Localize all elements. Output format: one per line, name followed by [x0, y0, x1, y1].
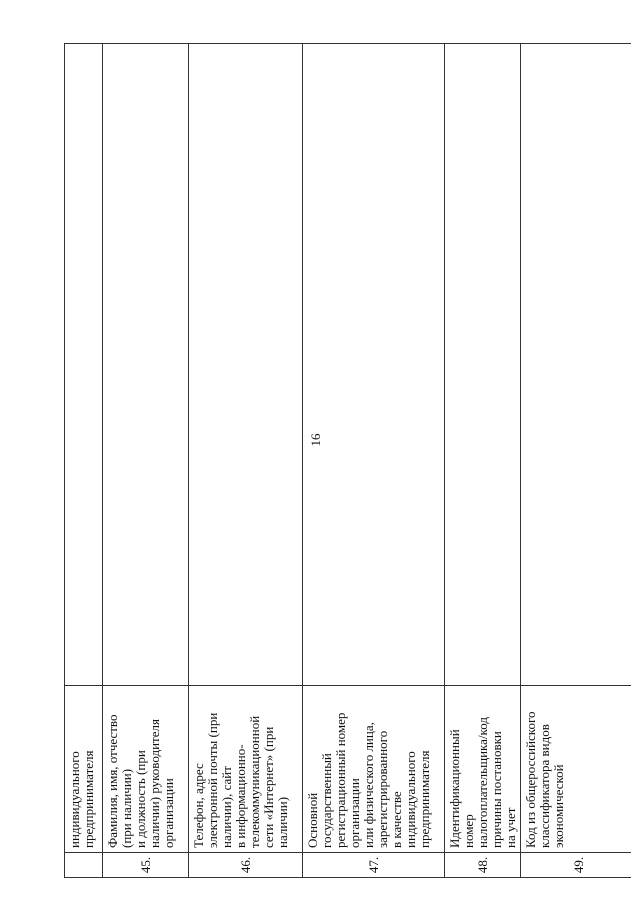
value-cell	[189, 44, 303, 686]
field-name-cell	[303, 686, 445, 853]
field-name: Основной государственный регистрационный номер организации или физического лица, зарегистрированного в качестве индивидуального предпринимателя	[305, 712, 432, 848]
value-cell	[303, 44, 445, 686]
value-cell	[103, 44, 189, 686]
value-cell	[521, 44, 632, 686]
row-number: 45.	[103, 853, 189, 878]
row-number	[65, 853, 103, 878]
table-wrapper	[64, 43, 631, 878]
field-name-cell	[103, 686, 189, 853]
table-row	[103, 44, 189, 878]
field-name: Код из общероссийского классификатора видов экономической	[523, 711, 566, 848]
value-cell	[445, 44, 521, 686]
table-row	[445, 44, 521, 878]
field-name: Идентификационный номер налогоплательщика/код причины постановки на учет	[447, 717, 518, 848]
page-number: 16	[308, 433, 323, 447]
table-row	[189, 44, 303, 878]
field-name-cell	[189, 686, 303, 853]
row-number: 48.	[445, 853, 521, 878]
field-name: индивидуального предпринимателя	[67, 750, 96, 848]
rotated-table-container	[64, 43, 631, 878]
row-number: 46.	[189, 853, 303, 878]
row-number: 49.	[521, 853, 632, 878]
field-name: Фамилия, имя, отчество (при наличии) и должность (при наличии) руководителя организации	[105, 714, 176, 848]
value-cell	[65, 44, 103, 686]
registry-table	[64, 43, 631, 878]
table-row	[65, 44, 103, 878]
field-name-cell	[65, 686, 103, 853]
row-number: 47.	[303, 853, 445, 878]
field-name-cell	[521, 686, 632, 853]
field-name: Телефон, адрес электронной почты (при наличии), сайт в информационно- телекоммуникационной сети «Интернет» (при наличии)	[191, 712, 290, 848]
field-name-cell	[445, 686, 521, 853]
table-row	[521, 44, 632, 878]
table-row	[303, 44, 445, 878]
